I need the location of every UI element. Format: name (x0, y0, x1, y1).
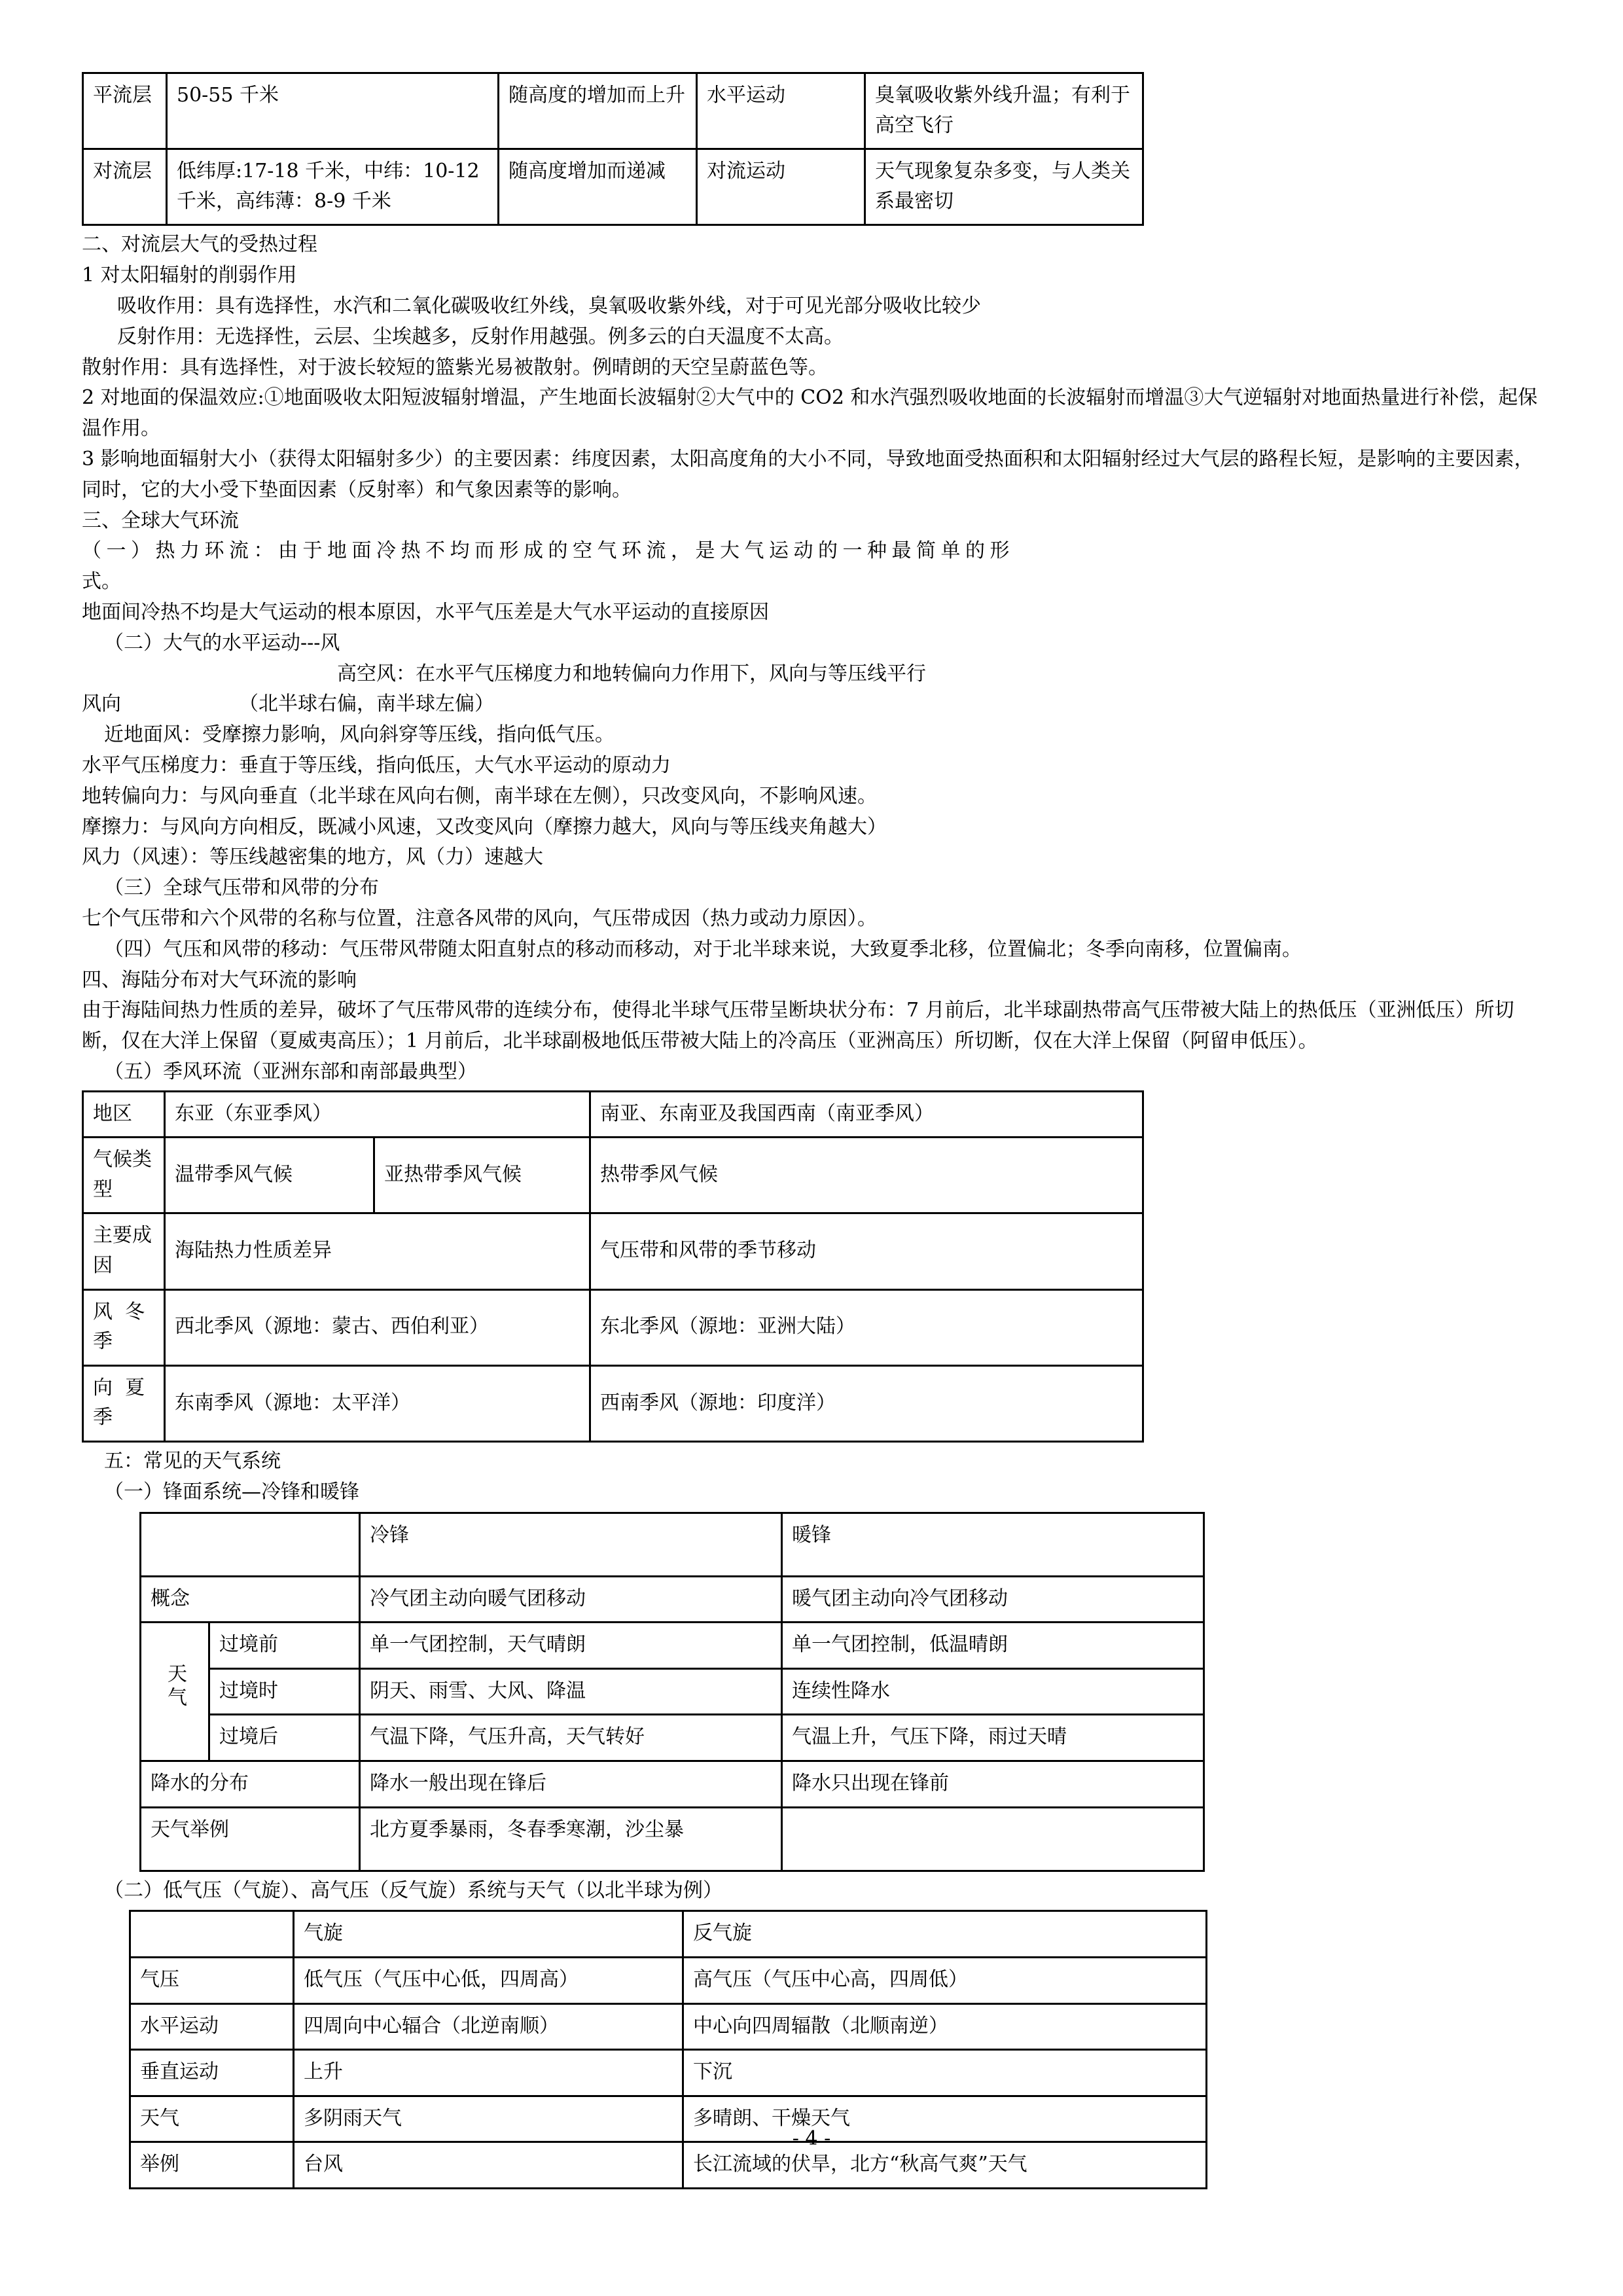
front-precip-warm: 降水只出现在锋前 (782, 1761, 1204, 1808)
front-during-cold: 阴天、雨雪、大风、降温 (360, 1668, 782, 1715)
front-precip-label: 降水的分布 (141, 1761, 360, 1808)
cyclone-row-label-vertical: 垂直运动 (130, 2050, 294, 2096)
section-3-sub-3-note: 七个气压带和六个风带的名称与位置，注意各风带的风向，气压带成因（热力或动力原因）。 (82, 906, 877, 930)
absorption-text: 吸收作用：具有选择性，水汽和二氧化碳吸收红外线，臭氧吸收紫外线，对于可见光部分吸收比较少 (117, 294, 981, 317)
friction-force-text: 摩擦力：与风向方向相反，既减小风速，又改变风向（摩擦力越大，风向与等压线夹角越大） (82, 815, 887, 838)
front-concept-cold: 冷气团主动向暖气团移动 (360, 1576, 782, 1623)
section-3-sub-2-heading: （二）大气的水平运动---风 (104, 631, 340, 655)
cyclone-row-label-horizontal: 水平运动 (130, 2003, 294, 2050)
front-weather-label (141, 1623, 209, 1761)
layer-motion-troposphere: 对流运动 (697, 149, 865, 225)
section-3-heading: 三、全球大气环流 (82, 509, 239, 532)
layer-thickness-stratosphere: 50-55 千米 (167, 73, 499, 149)
table-row (130, 1957, 1207, 2003)
monsoon-row-label-cause: 主要成因 (83, 1213, 165, 1289)
monsoon-climate-subtropical: 亚热带季风气候 (374, 1138, 590, 1213)
table-row (141, 1668, 1204, 1715)
table-row (83, 1091, 1143, 1138)
wind-label-char-1: 风 (93, 1300, 113, 1323)
layer-name-troposphere: 对流层 (83, 149, 167, 225)
front-header-warm: 暖锋 (782, 1513, 1204, 1576)
thermal-circulation-line-1: （一）热力环流：由于地面冷热不均而形成的空气环流，是大气运动的一种最简单的形 (82, 539, 1014, 563)
table-row (130, 2003, 1207, 2050)
front-before-warm: 单一气团控制，低温晴朗 (782, 1623, 1204, 1669)
monsoon-climate-temperate: 温带季风气候 (165, 1138, 374, 1213)
wind-direction-label: 风向 (82, 692, 121, 716)
page-number: - 4 - (792, 2127, 831, 2150)
front-precip-cold: 降水一般出现在锋后 (360, 1761, 782, 1808)
table-row (141, 1513, 1204, 1576)
page-footer (0, 2127, 1623, 2150)
monsoon-row-label-climate: 气候类型 (83, 1138, 165, 1213)
thermal-circulation-line-2: 式。 (82, 570, 121, 594)
atmosphere-layers-table (82, 72, 1144, 226)
section-5-sub-1-heading: （一）锋面系统—冷锋和暖锋 (104, 1480, 359, 1503)
section-4-sub-5-heading: （五）季风环流（亚洲东部和南部最典型） (104, 1060, 477, 1083)
layer-features-troposphere: 天气现象复杂多变，与人类关系最密切 (865, 149, 1143, 225)
coriolis-force-text: 地转偏向力：与风向垂直（北半球在风向右侧，南半球在左侧），只改变风向，不影响风速。 (82, 784, 877, 808)
layer-temperature-troposphere: 随高度增加而递减 (499, 149, 697, 225)
monsoon-south-asia-region: 南亚、东南亚及我国西南（南亚季风） (590, 1091, 1143, 1138)
front-stage-during: 过境时 (209, 1668, 360, 1715)
monsoon-row-label-region: 地区 (83, 1091, 165, 1138)
layer-temperature-stratosphere: 随高度的增加而上升 (499, 73, 697, 149)
front-header-cold: 冷锋 (360, 1513, 782, 1576)
front-stage-before: 过境前 (209, 1623, 360, 1669)
layer-name-stratosphere: 平流层 (83, 73, 167, 149)
section-2-item-3: 3 影响地面辐射大小（获得太阳辐射多少）的主要因素：纬度因素，太阳高度角的大小不同，导致地面受热面积和太阳辐射经过大气层的路程长短，是影响的主要因素，同时，它的大小受下垫面因素（反射率）和气象因素等的影响。 (82, 447, 1534, 501)
section-2-item-1: 1 对太阳辐射的削弱作用 (82, 264, 297, 287)
section-4-heading: 四、海陆分布对大气环流的影响 (82, 968, 357, 992)
front-stage-after: 过境后 (209, 1715, 360, 1761)
front-concept-warm: 暖气团主动向冷气团移动 (782, 1576, 1204, 1623)
front-example-cold: 北方夏季暴雨，冬春季寒潮，沙尘暴 (360, 1807, 782, 1871)
front-example-label: 天气举例 (141, 1807, 360, 1871)
table-row (83, 1213, 1143, 1289)
scattering-text: 散射作用：具有选择性，对于波长较短的篮紫光易被散射。例晴朗的天空呈蔚蓝色等。 (82, 355, 828, 379)
table-row (83, 1138, 1143, 1213)
front-system-table (139, 1512, 1205, 1872)
page-content (82, 72, 1544, 2189)
cyclone-pressure-cyclone: 低气压（气压中心低，四周高） (294, 1957, 683, 2003)
table-row (141, 1761, 1204, 1808)
cyclone-example-anticyclone: 长江流域的伏旱，北方“秋高气爽”天气 (683, 2142, 1207, 2189)
table-row (83, 1365, 1143, 1441)
reflection-text: 反射作用：无选择性，云层、尘埃越多，反射作用越强。例多云的白天温度不太高。 (117, 325, 844, 348)
layer-thickness-troposphere: 低纬厚:17-18 千米，中纬：10-12 千米，高纬薄：8-9 千米 (167, 149, 499, 225)
front-after-warm: 气温上升，气压下降，雨过天晴 (782, 1715, 1204, 1761)
front-after-cold: 气温下降，气压升高，天气转好 (360, 1715, 782, 1761)
table-row (83, 73, 1143, 149)
monsoon-circulation-table (82, 1090, 1144, 1443)
monsoon-summer-south: 西南季风（源地：印度洋） (590, 1365, 1143, 1441)
pressure-gradient-force-text: 水平气压梯度力：垂直于等压线，指向低压，大气水平运动的原动力 (82, 753, 671, 777)
front-during-warm: 连续性降水 (782, 1668, 1204, 1715)
season-label-winter: 冬季 (93, 1300, 145, 1354)
front-weather-label-vertical: 天气 (164, 1662, 187, 1710)
section-4-body: 由于海陆间热力性质的差异，破坏了气压带风带的连续分布，使得北半球气压带呈断块状分布：7 月前后，北半球副热带高气压带被大陆上的热低压（亚洲低压）所切断，仅在大洋上保留（夏威夷高压）；1 月前后，北半球副极地低压带被大陆上的冷高压（亚洲高压）所切断，仅在大洋上保留（阿留申低压）。 (82, 999, 1514, 1053)
section-2-heading: 二、对流层大气的受热过程 (82, 233, 317, 257)
high-altitude-wind-text: 高空风：在水平气压梯度力和地转偏向力作用下，风向与等压线平行 (337, 662, 926, 685)
season-label-summer: 夏季 (93, 1376, 145, 1429)
monsoon-summer-east: 东南季风（源地：太平洋） (165, 1365, 590, 1441)
table-row (141, 1715, 1204, 1761)
section-5-heading: 五：常见的天气系统 (104, 1450, 281, 1473)
cyclone-vertical-anticyclone: 下沉 (683, 2050, 1207, 2096)
table-row (130, 1911, 1207, 1958)
layer-motion-stratosphere: 水平运动 (697, 73, 865, 149)
monsoon-climate-tropical: 热带季风气候 (590, 1138, 1143, 1213)
cyclone-vertical-cyclone: 上升 (294, 2050, 683, 2096)
cyclone-pressure-anticyclone: 高气压（气压中心高，四周低） (683, 1957, 1207, 2003)
cyclone-header-cyclone: 气旋 (294, 1911, 683, 1958)
wind-direction-row (82, 689, 1544, 720)
table-row (141, 1623, 1204, 1669)
wind-direction-note: （北半球右偏，南半球左偏） (239, 692, 494, 716)
cyclone-header-blank (130, 1911, 294, 1958)
monsoon-cause-south: 气压带和风带的季节移动 (590, 1213, 1143, 1289)
front-concept-label: 概念 (141, 1576, 360, 1623)
surface-wind-text: 近地面风：受摩擦力影响，风向斜穿等压线，指向低气压。 (104, 723, 615, 747)
section-3-sub-3-heading: （三）全球气压带和风带的分布 (104, 876, 379, 900)
cyclone-header-anticyclone: 反气旋 (683, 1911, 1207, 1958)
front-example-warm (782, 1807, 1204, 1871)
table-row (130, 2050, 1207, 2096)
front-before-cold: 单一气团控制，天气晴朗 (360, 1623, 782, 1669)
cyclone-weather-cyclone: 多阴雨天气 (294, 2096, 683, 2142)
wind-power-text: 风力（风速）：等压线越密集的地方，风（力）速越大 (82, 846, 543, 869)
table-row (141, 1807, 1204, 1871)
table-row (83, 1289, 1143, 1365)
thermal-circulation-note: 地面间冷热不均是大气运动的根本原因，水平气压差是大气水平运动的直接原因 (82, 600, 769, 624)
cyclone-row-label-example: 举例 (130, 2142, 294, 2189)
cyclone-row-label-pressure: 气压 (130, 1957, 294, 2003)
monsoon-row-label-winter (83, 1289, 165, 1365)
cyclone-weather-anticyclone: 多晴朗、干燥天气 (683, 2096, 1207, 2142)
section-3-sub-4-text: （四）气压和风带的移动：气压带风带随太阳直射点的移动而移动，对于北半球来说，大致夏季北移，位置偏北；冬季向南移，位置偏南。 (104, 937, 1302, 961)
table-row (83, 149, 1143, 225)
table-row (141, 1576, 1204, 1623)
layer-features-stratosphere: 臭氧吸收紫外线升温；有利于高空飞行 (865, 73, 1143, 149)
cyclone-example-cyclone: 台风 (294, 2142, 683, 2189)
monsoon-east-asia-region: 东亚（东亚季风） (165, 1091, 590, 1138)
front-header-blank (141, 1513, 360, 1576)
cyclone-row-label-weather: 天气 (130, 2096, 294, 2142)
monsoon-winter-south: 东北季风（源地：亚洲大陆） (590, 1289, 1143, 1365)
section-2-item-2: 2 对地面的保温效应:①地面吸收太阳短波辐射增温，产生地面长波辐射②大气中的 CO2 和水汽强烈吸收地面的长波辐射而增温③大气逆辐射对地面热量进行补偿，起保温作用。 (82, 386, 1538, 440)
monsoon-winter-east: 西北季风（源地：蒙古、西伯利亚） (165, 1289, 590, 1365)
cyclone-horizontal-anticyclone: 中心向四周辐散（北顺南逆） (683, 2003, 1207, 2050)
monsoon-cause-east: 海陆热力性质差异 (165, 1213, 590, 1289)
wind-label-char-2: 向 (93, 1376, 113, 1399)
cyclone-horizontal-cyclone: 四周向中心辐合（北逆南顺） (294, 2003, 683, 2050)
section-5-sub-2-heading: （二）低气压（气旋）、高气压（反气旋）系统与天气（以北半球为例） (104, 1878, 722, 1902)
monsoon-row-label-summer (83, 1365, 165, 1441)
